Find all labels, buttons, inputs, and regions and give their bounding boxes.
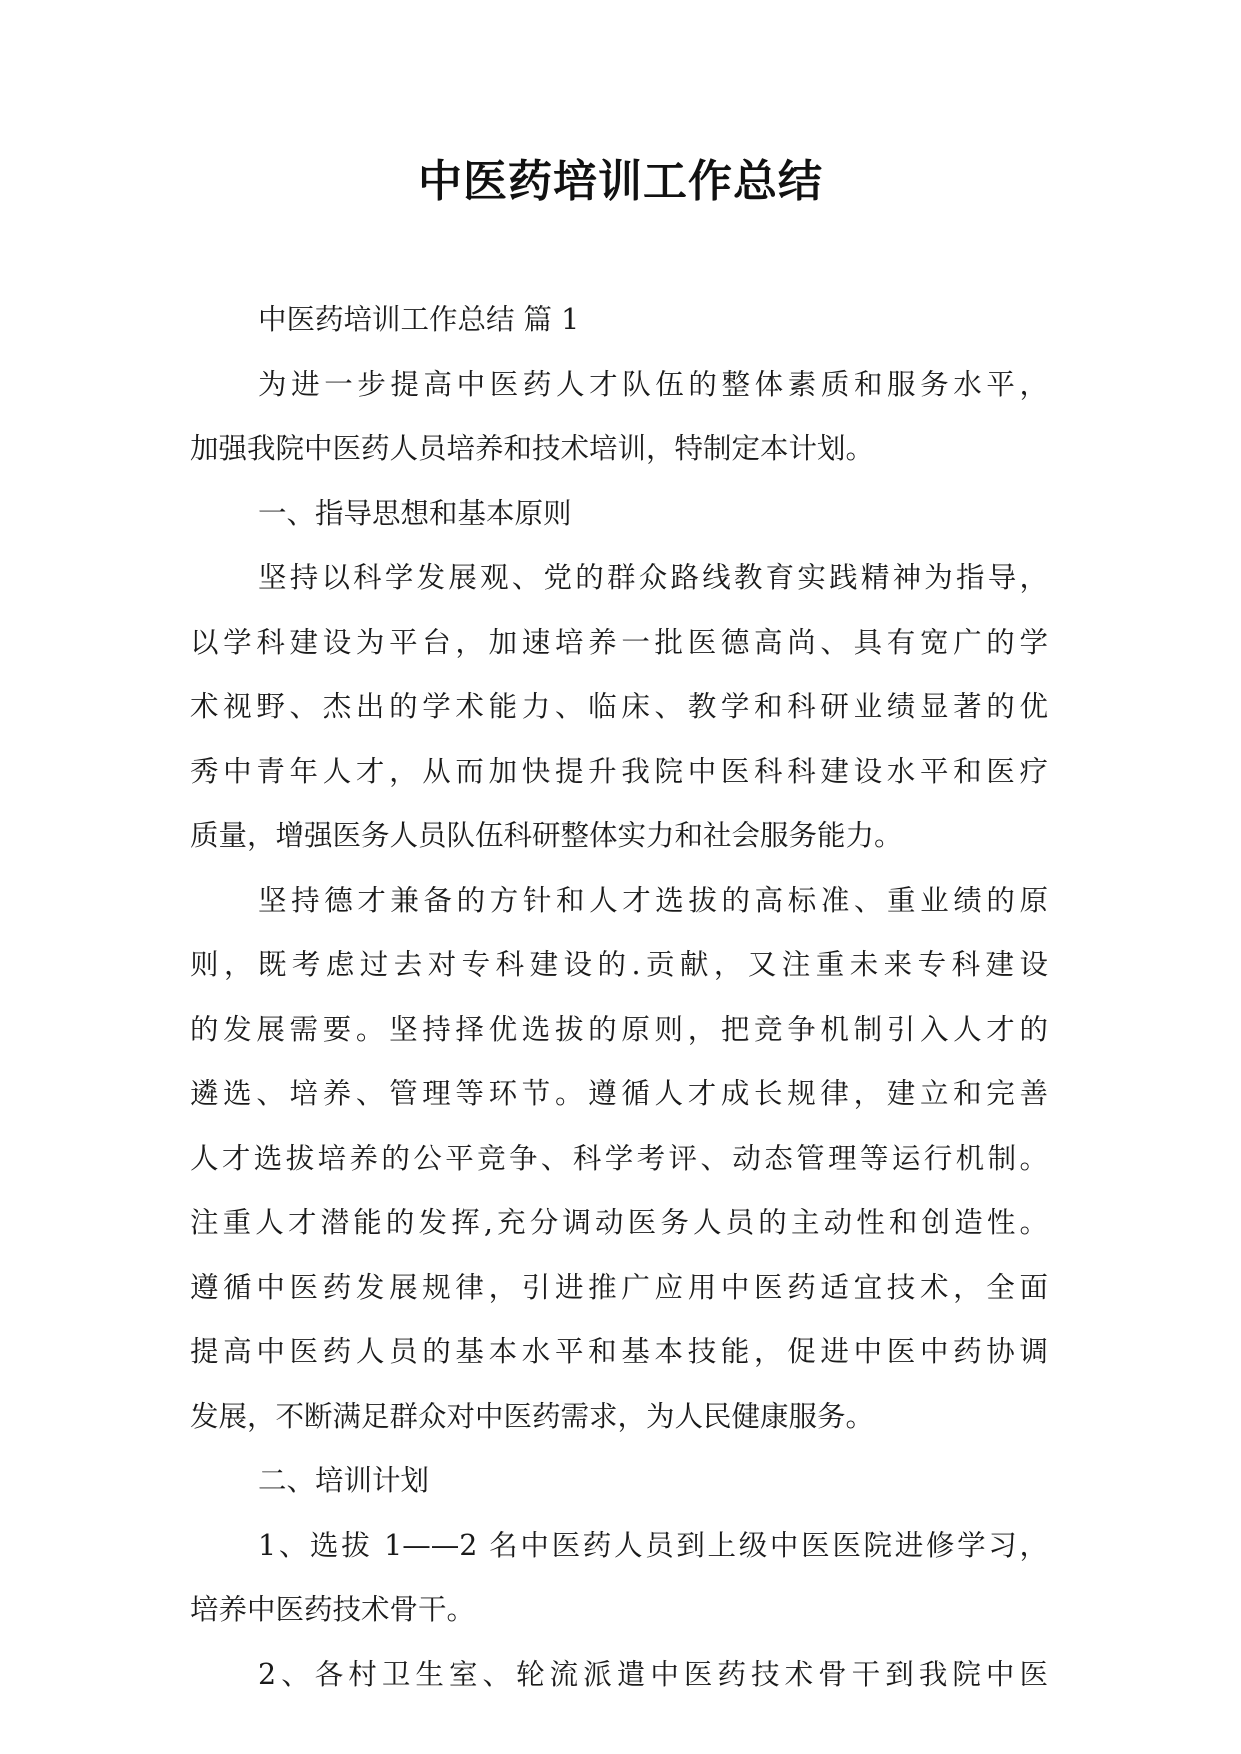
text-line: 质量，增强医务人员队伍科研整体实力和社会服务能力。 xyxy=(190,819,903,852)
text-line: 提高中医药人员的基本水平和基本技能，促进中医中药协调 xyxy=(190,1335,1048,1368)
text-line: 术视野、杰出的学术能力、临床、教学和科研业绩显著的优 xyxy=(190,690,1048,723)
text-line: 人才选拔培养的公平竞争、科学考评、动态管理等运行机制。 xyxy=(190,1141,1048,1175)
text-line: 遴选、培养、管理等环节。遵循人才成长规律，建立和完善 xyxy=(190,1077,1048,1110)
text-line: 坚持德才兼备的方针和人才选拔的高标准、重业绩的原 xyxy=(258,883,1048,917)
text-line: 培养中医药技术骨干。 xyxy=(190,1593,476,1626)
text-line: 1、选拔 1——2 名中医药人员到上级中医医院进修学习， xyxy=(258,1528,1048,1562)
text-line: 2、各村卫生室、轮流派遣中医药技术骨干到我院中医 xyxy=(258,1657,1048,1691)
text-line: 注重人才潜能的发挥,充分调动医务人员的主动性和创造性。 xyxy=(190,1206,1048,1239)
text-line: 坚持以科学发展观、党的群众路线教育实践精神为指导， xyxy=(258,561,1048,594)
text-line: 遵循中医药发展规律，引进推广应用中医药适宜技术，全面 xyxy=(190,1270,1048,1304)
text-line: 中医药培训工作总结 篇 1 xyxy=(258,303,580,336)
text-line: 秀中青年人才，从而加快提升我院中医科科建设水平和医疗 xyxy=(190,754,1048,788)
text-line: 发展，不断满足群众对中医药需求，为人民健康服务。 xyxy=(190,1399,875,1433)
text-line: 的发展需要。坚持择优选拔的原则，把竞争机制引入人才的 xyxy=(190,1012,1048,1046)
text-line: 则，既考虑过去对专科建设的.贡献，又注重未来专科建设 xyxy=(190,948,1048,981)
text-line: 加强我院中医药人员培养和技术培训，特制定本计划。 xyxy=(190,432,875,465)
text-line: 一、指导思想和基本原则 xyxy=(258,496,572,530)
document-title: 中医药培训工作总结 xyxy=(418,156,823,207)
text-line: 为进一步提高中医药人才队伍的整体素质和服务水平， xyxy=(258,367,1048,401)
document-body xyxy=(190,288,1048,1707)
text-line: 以学科建设为平台，加速培养一批医德高尚、具有宽广的学 xyxy=(190,625,1048,659)
text-line: 二、培训计划 xyxy=(258,1464,430,1497)
